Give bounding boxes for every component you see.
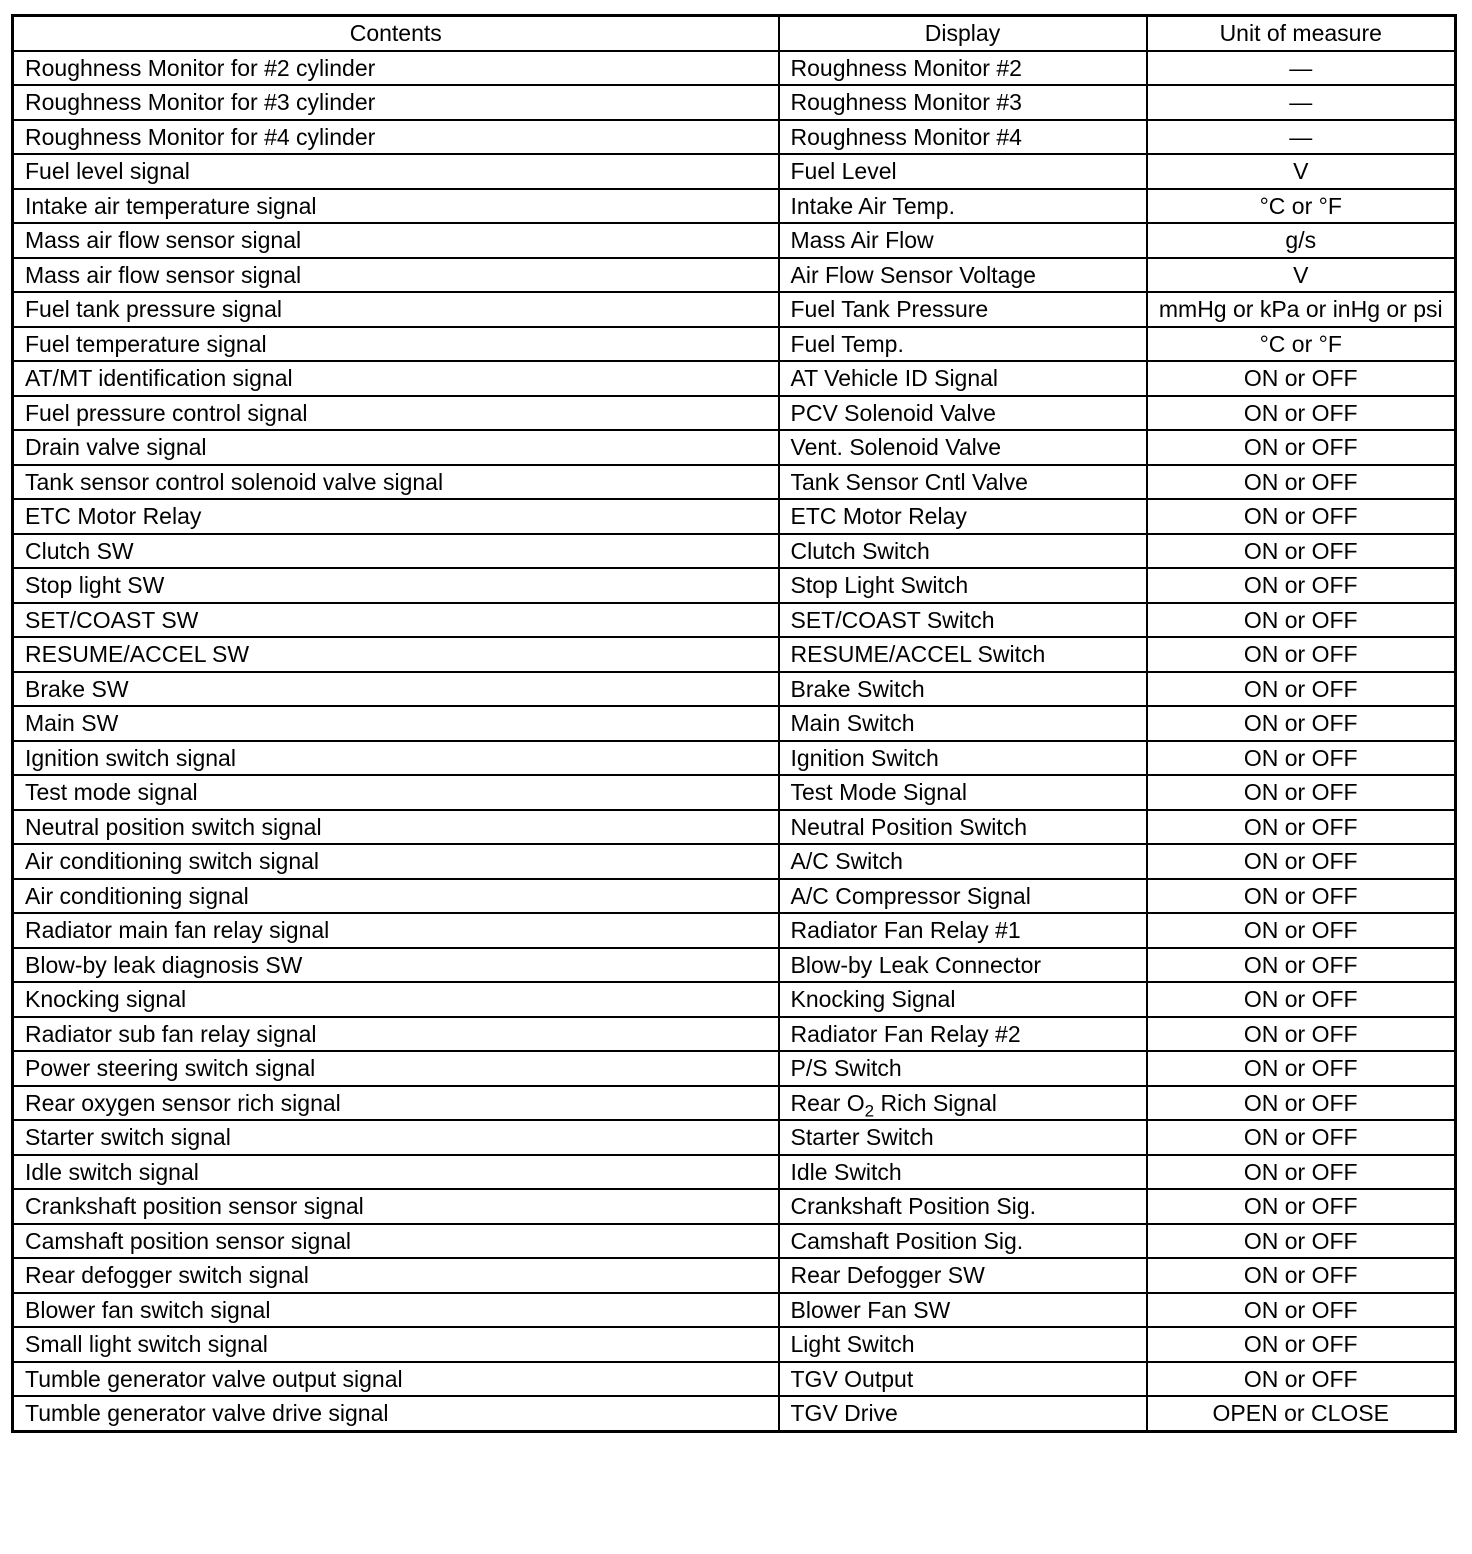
cell-unit: ON or OFF xyxy=(1147,1224,1456,1259)
cell-display: Radiator Fan Relay #2 xyxy=(779,1017,1147,1052)
cell-display: Clutch Switch xyxy=(779,534,1147,569)
cell-unit: ON or OFF xyxy=(1147,465,1456,500)
table-row xyxy=(13,1362,1456,1397)
cell-unit: ON or OFF xyxy=(1147,706,1456,741)
table-row xyxy=(13,85,1456,120)
cell-unit: ON or OFF xyxy=(1147,879,1456,914)
table-row xyxy=(13,327,1456,362)
cell-display: Blow-by Leak Connector xyxy=(779,948,1147,983)
cell-contents: ETC Motor Relay xyxy=(13,499,779,534)
cell-contents: Tumble generator valve output signal xyxy=(13,1362,779,1397)
cell-unit: ON or OFF xyxy=(1147,637,1456,672)
cell-display: PCV Solenoid Valve xyxy=(779,396,1147,431)
cell-unit: ON or OFF xyxy=(1147,1086,1456,1121)
cell-display: Knocking Signal xyxy=(779,982,1147,1017)
cell-display: Fuel Temp. xyxy=(779,327,1147,362)
table-row xyxy=(13,1258,1456,1293)
table-row xyxy=(13,1327,1456,1362)
cell-unit: ON or OFF xyxy=(1147,844,1456,879)
table-row xyxy=(13,1189,1456,1224)
cell-unit: ON or OFF xyxy=(1147,1017,1456,1052)
cell-display: Fuel Tank Pressure xyxy=(779,292,1147,327)
cell-unit: ON or OFF xyxy=(1147,499,1456,534)
cell-contents: Radiator sub fan relay signal xyxy=(13,1017,779,1052)
cell-display: Brake Switch xyxy=(779,672,1147,707)
cell-display: Fuel Level xyxy=(779,154,1147,189)
header-unit: Unit of measure xyxy=(1147,16,1456,51)
cell-contents: Mass air flow sensor signal xyxy=(13,223,779,258)
table-row xyxy=(13,810,1456,845)
cell-display: Mass Air Flow xyxy=(779,223,1147,258)
cell-display: Crankshaft Position Sig. xyxy=(779,1189,1147,1224)
table-row xyxy=(13,430,1456,465)
cell-unit: ON or OFF xyxy=(1147,672,1456,707)
table-row xyxy=(13,1396,1456,1431)
table-row xyxy=(13,1017,1456,1052)
cell-unit: ON or OFF xyxy=(1147,1327,1456,1362)
table-row xyxy=(13,361,1456,396)
cell-unit: — xyxy=(1147,120,1456,155)
cell-unit: ON or OFF xyxy=(1147,361,1456,396)
cell-contents: Clutch SW xyxy=(13,534,779,569)
cell-display: Radiator Fan Relay #1 xyxy=(779,913,1147,948)
cell-display: Idle Switch xyxy=(779,1155,1147,1190)
cell-contents: Idle switch signal xyxy=(13,1155,779,1190)
cell-display: Stop Light Switch xyxy=(779,568,1147,603)
display-subscript: 2 xyxy=(864,1101,875,1121)
cell-contents: SET/COAST SW xyxy=(13,603,779,638)
cell-unit: ON or OFF xyxy=(1147,396,1456,431)
cell-contents: Power steering switch signal xyxy=(13,1051,779,1086)
cell-contents: Fuel temperature signal xyxy=(13,327,779,362)
cell-contents: Roughness Monitor for #3 cylinder xyxy=(13,85,779,120)
cell-contents: Brake SW xyxy=(13,672,779,707)
cell-unit: ON or OFF xyxy=(1147,534,1456,569)
cell-contents: Blow-by leak diagnosis SW xyxy=(13,948,779,983)
table-row xyxy=(13,844,1456,879)
cell-contents: Rear defogger switch signal xyxy=(13,1258,779,1293)
cell-display: Air Flow Sensor Voltage xyxy=(779,258,1147,293)
display-text: Rear O xyxy=(790,1089,865,1116)
cell-unit: OPEN or CLOSE xyxy=(1147,1396,1456,1431)
cell-contents: Radiator main fan relay signal xyxy=(13,913,779,948)
header-row xyxy=(13,16,1456,51)
table-row xyxy=(13,396,1456,431)
cell-unit: ON or OFF xyxy=(1147,1189,1456,1224)
cell-contents: Tank sensor control solenoid valve signal xyxy=(13,465,779,500)
table-row xyxy=(13,1224,1456,1259)
cell-display: Intake Air Temp. xyxy=(779,189,1147,224)
cell-display: ETC Motor Relay xyxy=(779,499,1147,534)
table-row xyxy=(13,775,1456,810)
cell-unit: ON or OFF xyxy=(1147,982,1456,1017)
cell-display: Blower Fan SW xyxy=(779,1293,1147,1328)
cell-display: Roughness Monitor #3 xyxy=(779,85,1147,120)
cell-contents: Stop light SW xyxy=(13,568,779,603)
cell-unit: ON or OFF xyxy=(1147,913,1456,948)
table-row xyxy=(13,223,1456,258)
cell-contents: Neutral position switch signal xyxy=(13,810,779,845)
cell-contents: Fuel level signal xyxy=(13,154,779,189)
cell-contents: Drain valve signal xyxy=(13,430,779,465)
header-contents: Contents xyxy=(13,16,779,51)
cell-contents: Knocking signal xyxy=(13,982,779,1017)
table-row xyxy=(13,603,1456,638)
table-row xyxy=(13,51,1456,86)
cell-unit: — xyxy=(1147,85,1456,120)
table-row xyxy=(13,741,1456,776)
cell-contents: Tumble generator valve drive signal xyxy=(13,1396,779,1431)
cell-display: Roughness Monitor #2 xyxy=(779,51,1147,86)
cell-display: Neutral Position Switch xyxy=(779,810,1147,845)
table-row xyxy=(13,913,1456,948)
cell-contents: Main SW xyxy=(13,706,779,741)
cell-contents: Roughness Monitor for #2 cylinder xyxy=(13,51,779,86)
table-row xyxy=(13,1051,1456,1086)
cell-contents: Air conditioning signal xyxy=(13,879,779,914)
cell-unit: ON or OFF xyxy=(1147,1120,1456,1155)
table-row xyxy=(13,706,1456,741)
cell-display: Main Switch xyxy=(779,706,1147,741)
cell-unit: V xyxy=(1147,258,1456,293)
cell-display: Ignition Switch xyxy=(779,741,1147,776)
cell-contents: Starter switch signal xyxy=(13,1120,779,1155)
table-row xyxy=(13,637,1456,672)
cell-unit: ON or OFF xyxy=(1147,430,1456,465)
cell-contents: Roughness Monitor for #4 cylinder xyxy=(13,120,779,155)
cell-contents: Mass air flow sensor signal xyxy=(13,258,779,293)
cell-contents: Intake air temperature signal xyxy=(13,189,779,224)
table-row xyxy=(13,465,1456,500)
cell-display: TGV Drive xyxy=(779,1396,1147,1431)
table-row xyxy=(13,154,1456,189)
cell-display: Vent. Solenoid Valve xyxy=(779,430,1147,465)
table-row xyxy=(13,1293,1456,1328)
cell-contents: Ignition switch signal xyxy=(13,741,779,776)
cell-unit: ON or OFF xyxy=(1147,775,1456,810)
cell-contents: Crankshaft position sensor signal xyxy=(13,1189,779,1224)
table-row xyxy=(13,1155,1456,1190)
table-row xyxy=(13,982,1456,1017)
table-row xyxy=(13,1120,1456,1155)
table-row xyxy=(13,1086,1456,1121)
display-suffix: Rich Signal xyxy=(874,1089,997,1116)
cell-unit: °C or °F xyxy=(1147,189,1456,224)
cell-unit: mmHg or kPa or inHg or psi xyxy=(1147,292,1456,327)
cell-unit: ON or OFF xyxy=(1147,603,1456,638)
cell-unit: ON or OFF xyxy=(1147,810,1456,845)
cell-display: Starter Switch xyxy=(779,1120,1147,1155)
table-row xyxy=(13,499,1456,534)
table-row xyxy=(13,948,1456,983)
cell-unit: — xyxy=(1147,51,1456,86)
cell-unit: ON or OFF xyxy=(1147,1293,1456,1328)
table-row xyxy=(13,189,1456,224)
cell-contents: Rear oxygen sensor rich signal xyxy=(13,1086,779,1121)
cell-display: Roughness Monitor #4 xyxy=(779,120,1147,155)
table-row xyxy=(13,120,1456,155)
cell-contents: Blower fan switch signal xyxy=(13,1293,779,1328)
cell-display: SET/COAST Switch xyxy=(779,603,1147,638)
cell-unit: ON or OFF xyxy=(1147,948,1456,983)
cell-display: A/C Switch xyxy=(779,844,1147,879)
cell-unit: ON or OFF xyxy=(1147,568,1456,603)
table-row xyxy=(13,672,1456,707)
header-display: Display xyxy=(779,16,1147,51)
cell-display: A/C Compressor Signal xyxy=(779,879,1147,914)
cell-unit: g/s xyxy=(1147,223,1456,258)
cell-display: Light Switch xyxy=(779,1327,1147,1362)
cell-contents: Camshaft position sensor signal xyxy=(13,1224,779,1259)
cell-contents: AT/MT identification signal xyxy=(13,361,779,396)
cell-display: Camshaft Position Sig. xyxy=(779,1224,1147,1259)
cell-display: AT Vehicle ID Signal xyxy=(779,361,1147,396)
cell-unit: V xyxy=(1147,154,1456,189)
cell-unit: ON or OFF xyxy=(1147,1155,1456,1190)
cell-contents: RESUME/ACCEL SW xyxy=(13,637,779,672)
cell-display: Tank Sensor Cntl Valve xyxy=(779,465,1147,500)
cell-contents: Fuel tank pressure signal xyxy=(13,292,779,327)
cell-display: RESUME/ACCEL Switch xyxy=(779,637,1147,672)
cell-contents: Air conditioning switch signal xyxy=(13,844,779,879)
cell-contents: Small light switch signal xyxy=(13,1327,779,1362)
cell-unit: ON or OFF xyxy=(1147,1258,1456,1293)
cell-unit: ON or OFF xyxy=(1147,1051,1456,1086)
cell-display: P/S Switch xyxy=(779,1051,1147,1086)
cell-unit: ON or OFF xyxy=(1147,1362,1456,1397)
table-row xyxy=(13,568,1456,603)
table-row xyxy=(13,879,1456,914)
table-row xyxy=(13,292,1456,327)
table-row xyxy=(13,534,1456,569)
data-monitor-table xyxy=(11,14,1457,1433)
cell-unit: ON or OFF xyxy=(1147,741,1456,776)
cell-contents: Fuel pressure control signal xyxy=(13,396,779,431)
cell-display: TGV Output xyxy=(779,1362,1147,1397)
cell-contents: Test mode signal xyxy=(13,775,779,810)
cell-display: Rear Defogger SW xyxy=(779,1258,1147,1293)
cell-unit: °C or °F xyxy=(1147,327,1456,362)
cell-display xyxy=(779,1086,1147,1121)
cell-display: Test Mode Signal xyxy=(779,775,1147,810)
table-row xyxy=(13,258,1456,293)
